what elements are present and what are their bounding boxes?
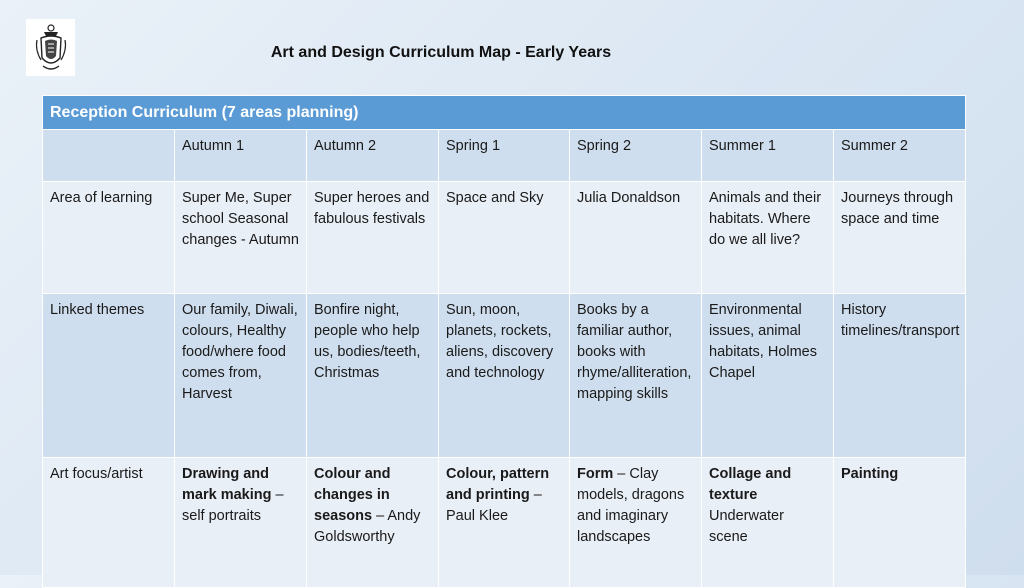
row-label: Art focus/artist [43,458,175,588]
table-cell [175,458,307,588]
table-header-row [43,96,966,130]
table-cell: History timelines/transport [834,294,966,458]
table-row [43,182,966,294]
table-header: Reception Curriculum (7 areas planning) [43,96,966,130]
art-focus-title: Colour, pattern and printing [446,466,550,503]
art-focus-detail: Underwater scene [709,508,784,545]
art-focus-title: Collage and texture [709,466,792,503]
table-cell: Animals and their habitats. Where do we all live? [702,182,834,294]
table-cell: Super heroes and fabulous festivals [307,182,439,294]
art-focus-detail: – self portraits [182,487,284,524]
term-header: Summer 1 [702,130,834,182]
art-focus-title: Painting [841,466,899,482]
art-focus-title: Form [577,466,614,482]
table-cell: Books by a familiar author, books with rhyme/alliteration, mapping skills [570,294,702,458]
row-label: Linked themes [43,294,175,458]
table-cell [834,458,966,588]
art-focus-detail: – Clay models, dragons and imaginary landscapes [577,466,685,545]
curriculum-table [42,95,966,588]
table-cell: Environmental issues, animal habitats, Holmes Chapel [702,294,834,458]
table-cell: Space and Sky [439,182,570,294]
table-cell: Sun, moon, planets, rockets, aliens, discovery and technology [439,294,570,458]
art-focus-title: Drawing and mark making [182,466,272,503]
table-row [43,294,966,458]
table-cell [570,458,702,588]
page-title: Art and Design Curriculum Map - Early Years [270,44,612,61]
term-header: Autumn 1 [175,130,307,182]
term-header: Spring 1 [439,130,570,182]
term-header: Autumn 2 [307,130,439,182]
term-header: Summer 2 [834,130,966,182]
table-row [43,458,966,588]
table-cell [702,458,834,588]
art-focus-title: Colour and changes in seasons [314,466,391,524]
row-label: Area of learning [43,182,175,294]
art-focus-detail: – Andy Goldsworthy [314,508,421,545]
term-header: Spring 2 [570,130,702,182]
empty-corner-cell [43,130,175,182]
table-cell [307,458,439,588]
table-cell: Our family, Diwali, colours, Healthy food/where food comes from, Harvest [175,294,307,458]
table-cell: Super Me, Super school Seasonal changes - Autumn [175,182,307,294]
table-cell: Bonfire night, people who help us, bodies/teeth, Christmas [307,294,439,458]
table-cell: Julia Donaldson [570,182,702,294]
table-cell: Journeys through space and time [834,182,966,294]
art-focus-detail: – Paul Klee [446,487,542,524]
table-cell [439,458,570,588]
terms-row [43,130,966,182]
